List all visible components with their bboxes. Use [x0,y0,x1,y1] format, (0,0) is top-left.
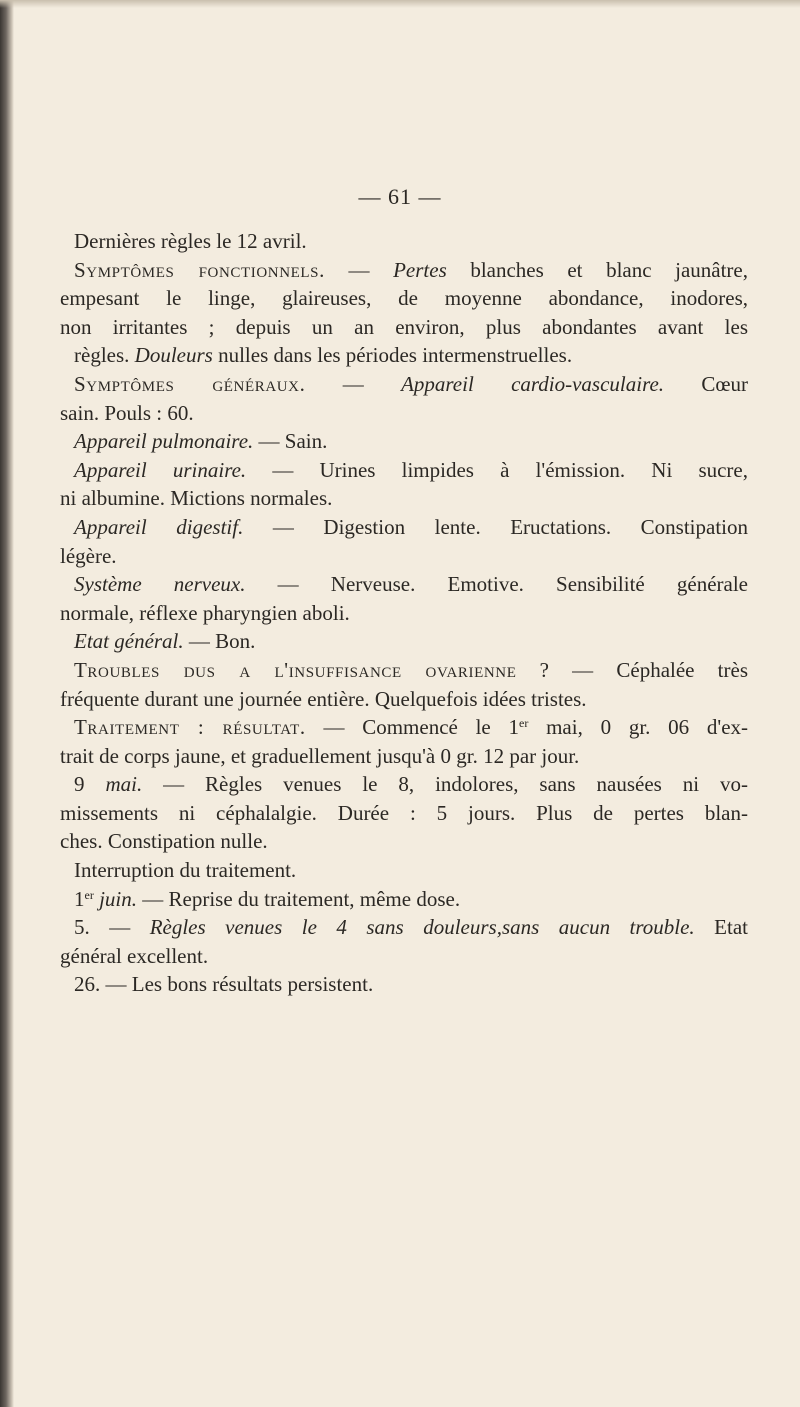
italic-text: Pertes [393,257,447,282]
text-segment: — Digestion lente. Eructations. Constipation [243,514,749,539]
text-segment: — Nerveuse. Emotive. Sensibilité générale [245,572,748,597]
text-segment: — Sain. [253,429,328,454]
text-segment: blanches et blanc jaunâtre, [446,257,748,282]
text-line [60,770,748,799]
text-segment: Etat [694,915,748,940]
text-line [60,284,748,313]
text-line [60,799,748,828]
text-segment: 5. — [74,915,150,940]
text-segment: — Commencé le 1 [305,715,520,740]
text-segment: règles. [74,343,135,368]
text-segment: ni albumine. Mictions normales. [60,486,333,511]
text-segment: légère. [60,543,117,568]
text-segment: ? — Céphalée très [516,657,748,682]
text-segment: nulles dans les périodes intermenstruelles. [212,343,573,368]
text-line [60,427,748,456]
section-heading: Traitement : résultat. [74,715,306,740]
text-line [60,713,748,742]
text-line [60,399,748,428]
superscript: er [84,887,94,902]
page-binding-edge [0,0,14,1407]
text-segment: 1 [74,886,85,911]
italic-text: Appareil pulmonaire. [74,429,254,454]
document-body [60,227,748,999]
section-heading: Symptômes généraux. [74,371,306,396]
text-line [60,341,748,370]
text-line [60,256,748,285]
text-line [60,685,748,714]
text-line [60,656,748,685]
text-segment: Dernières règles le 12 avril. [74,229,307,253]
italic-text: mai. [105,772,143,797]
italic-text: Appareil digestif. [74,514,244,539]
text-segment: sain. Pouls : 60. [60,400,194,425]
text-segment: — Reprise du traitement, même dose. [137,886,461,911]
text-line [60,827,748,856]
text-segment: non irritantes ; depuis un an environ, plus abondantes avant les [60,314,748,339]
text-segment: mai, 0 gr. 06 d'ex- [528,715,749,740]
italic-text: Appareil urinaire. [74,457,247,482]
text-segment: missements ni céphalalgie. Durée : 5 jours. Plus de pertes blan- [60,800,748,825]
section-heading: Troubles dus a l'insuffisance ovarienne [74,657,517,682]
text-segment: — Urines limpides à l'émission. Ni sucre, [246,457,748,482]
italic-text: Appareil cardio-vasculaire. [401,371,665,396]
superscript: er [519,716,529,731]
page-top-edge [0,0,800,8]
text-line [60,570,748,599]
text-segment: — Bon. [183,629,256,654]
text-line [60,970,748,999]
text-line [60,370,748,399]
italic-text: juin. [99,886,137,911]
text-segment: — [324,257,394,282]
text-segment: 9 [74,772,106,797]
text-segment: empesant le linge, glaireuses, de moyenne abondance, inodores, [60,286,748,311]
italic-text: Etat général. [74,629,184,654]
text-line [60,885,748,914]
text-line [60,227,748,256]
page-number: — 61 — [358,184,442,209]
italic-text: Douleurs [134,343,213,368]
text-line [60,627,748,656]
text-line [60,742,748,771]
italic-text: Système nerveux. [74,572,246,597]
text-line [60,456,748,485]
text-segment: — [305,371,402,396]
text-line [60,942,748,971]
text-segment: Cœur [664,371,749,396]
text-segment: normale, réflexe pharyngien aboli. [60,600,350,625]
text-segment: trait de corps jaune, et graduellement jusqu'à 0 gr. 12 par jour. [60,743,580,768]
text-line [60,513,748,542]
text-line [60,313,748,342]
italic-text: Règles venues le 4 sans douleurs,sans aucun trouble. [149,915,695,940]
text-segment: Interruption du traitement. [74,858,297,883]
text-line [60,599,748,628]
text-segment: fréquente durant une journée entière. Quelquefois idées tristes. [60,686,587,711]
text-line [60,542,748,571]
text-segment: général excellent. [60,943,209,968]
text-segment: ches. Constipation nulle. [60,829,268,854]
text-segment: — Règles venues le 8, indolores, sans nausées ni vo- [142,772,749,797]
text-line [60,856,748,885]
text-segment: 26. — Les bons résultats persistent. [74,972,374,997]
text-line [60,913,748,942]
text-line [60,484,748,513]
section-heading: Symptômes fonctionnels. [74,257,325,282]
